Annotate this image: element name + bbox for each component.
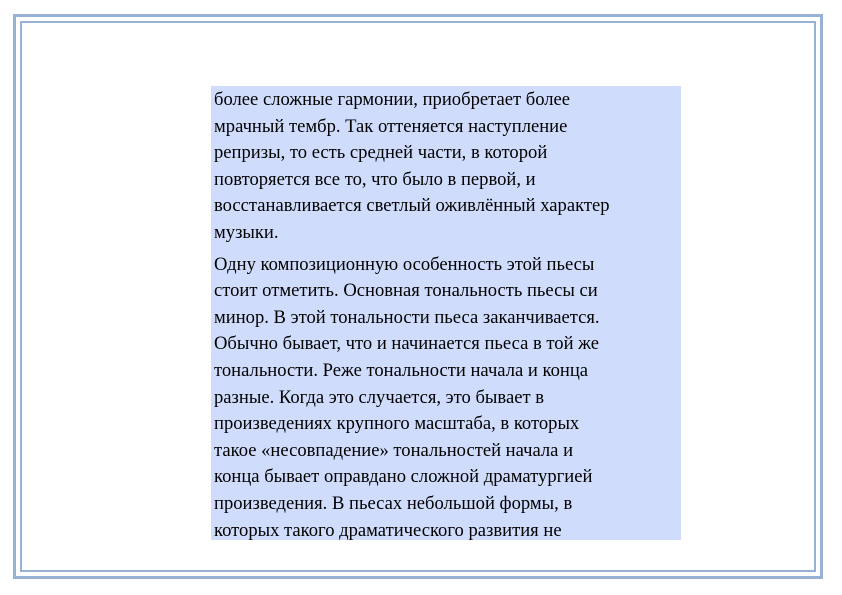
paragraph-2 [214, 252, 679, 540]
text-box [211, 86, 681, 540]
text-line: произведения. В пьесах небольшой формы, в [214, 492, 573, 514]
text-line: такое «несовпадение» тональностей начала и [214, 439, 574, 461]
text-line: которых такого драматического развития не [214, 519, 562, 540]
text-line: музыки. [214, 221, 279, 243]
text-line: стоит отметить. Основная тональность пьесы си [214, 280, 598, 302]
text-line: Обычно бывает, что и начинается пьеса в той же [214, 333, 600, 355]
text-line: тональности. Реже тональности начала и конца [214, 359, 589, 381]
text-line: восстанавливается светлый оживлённый характер [214, 195, 610, 217]
text-line: репризы, то есть средней части, в которой [214, 142, 548, 164]
text-line: более сложные гармонии, приобретает более [214, 89, 571, 110]
text-line: мрачный тембр. Так оттеняется наступление [214, 115, 568, 137]
text-line: разные. Когда это случается, это бывает в [214, 386, 545, 408]
text-line: минор. В этой тональности пьеса заканчивается. [214, 306, 600, 328]
paragraph-1 [214, 87, 679, 247]
text-line: конца бывает оправдано сложной драматургией [214, 466, 593, 488]
text-line: Одну композиционную особенность этой пьесы [214, 253, 595, 275]
text-line: произведениях крупного масштаба, в которых [214, 413, 580, 435]
text-line: повторяется все то, что было в первой, и [214, 168, 536, 190]
